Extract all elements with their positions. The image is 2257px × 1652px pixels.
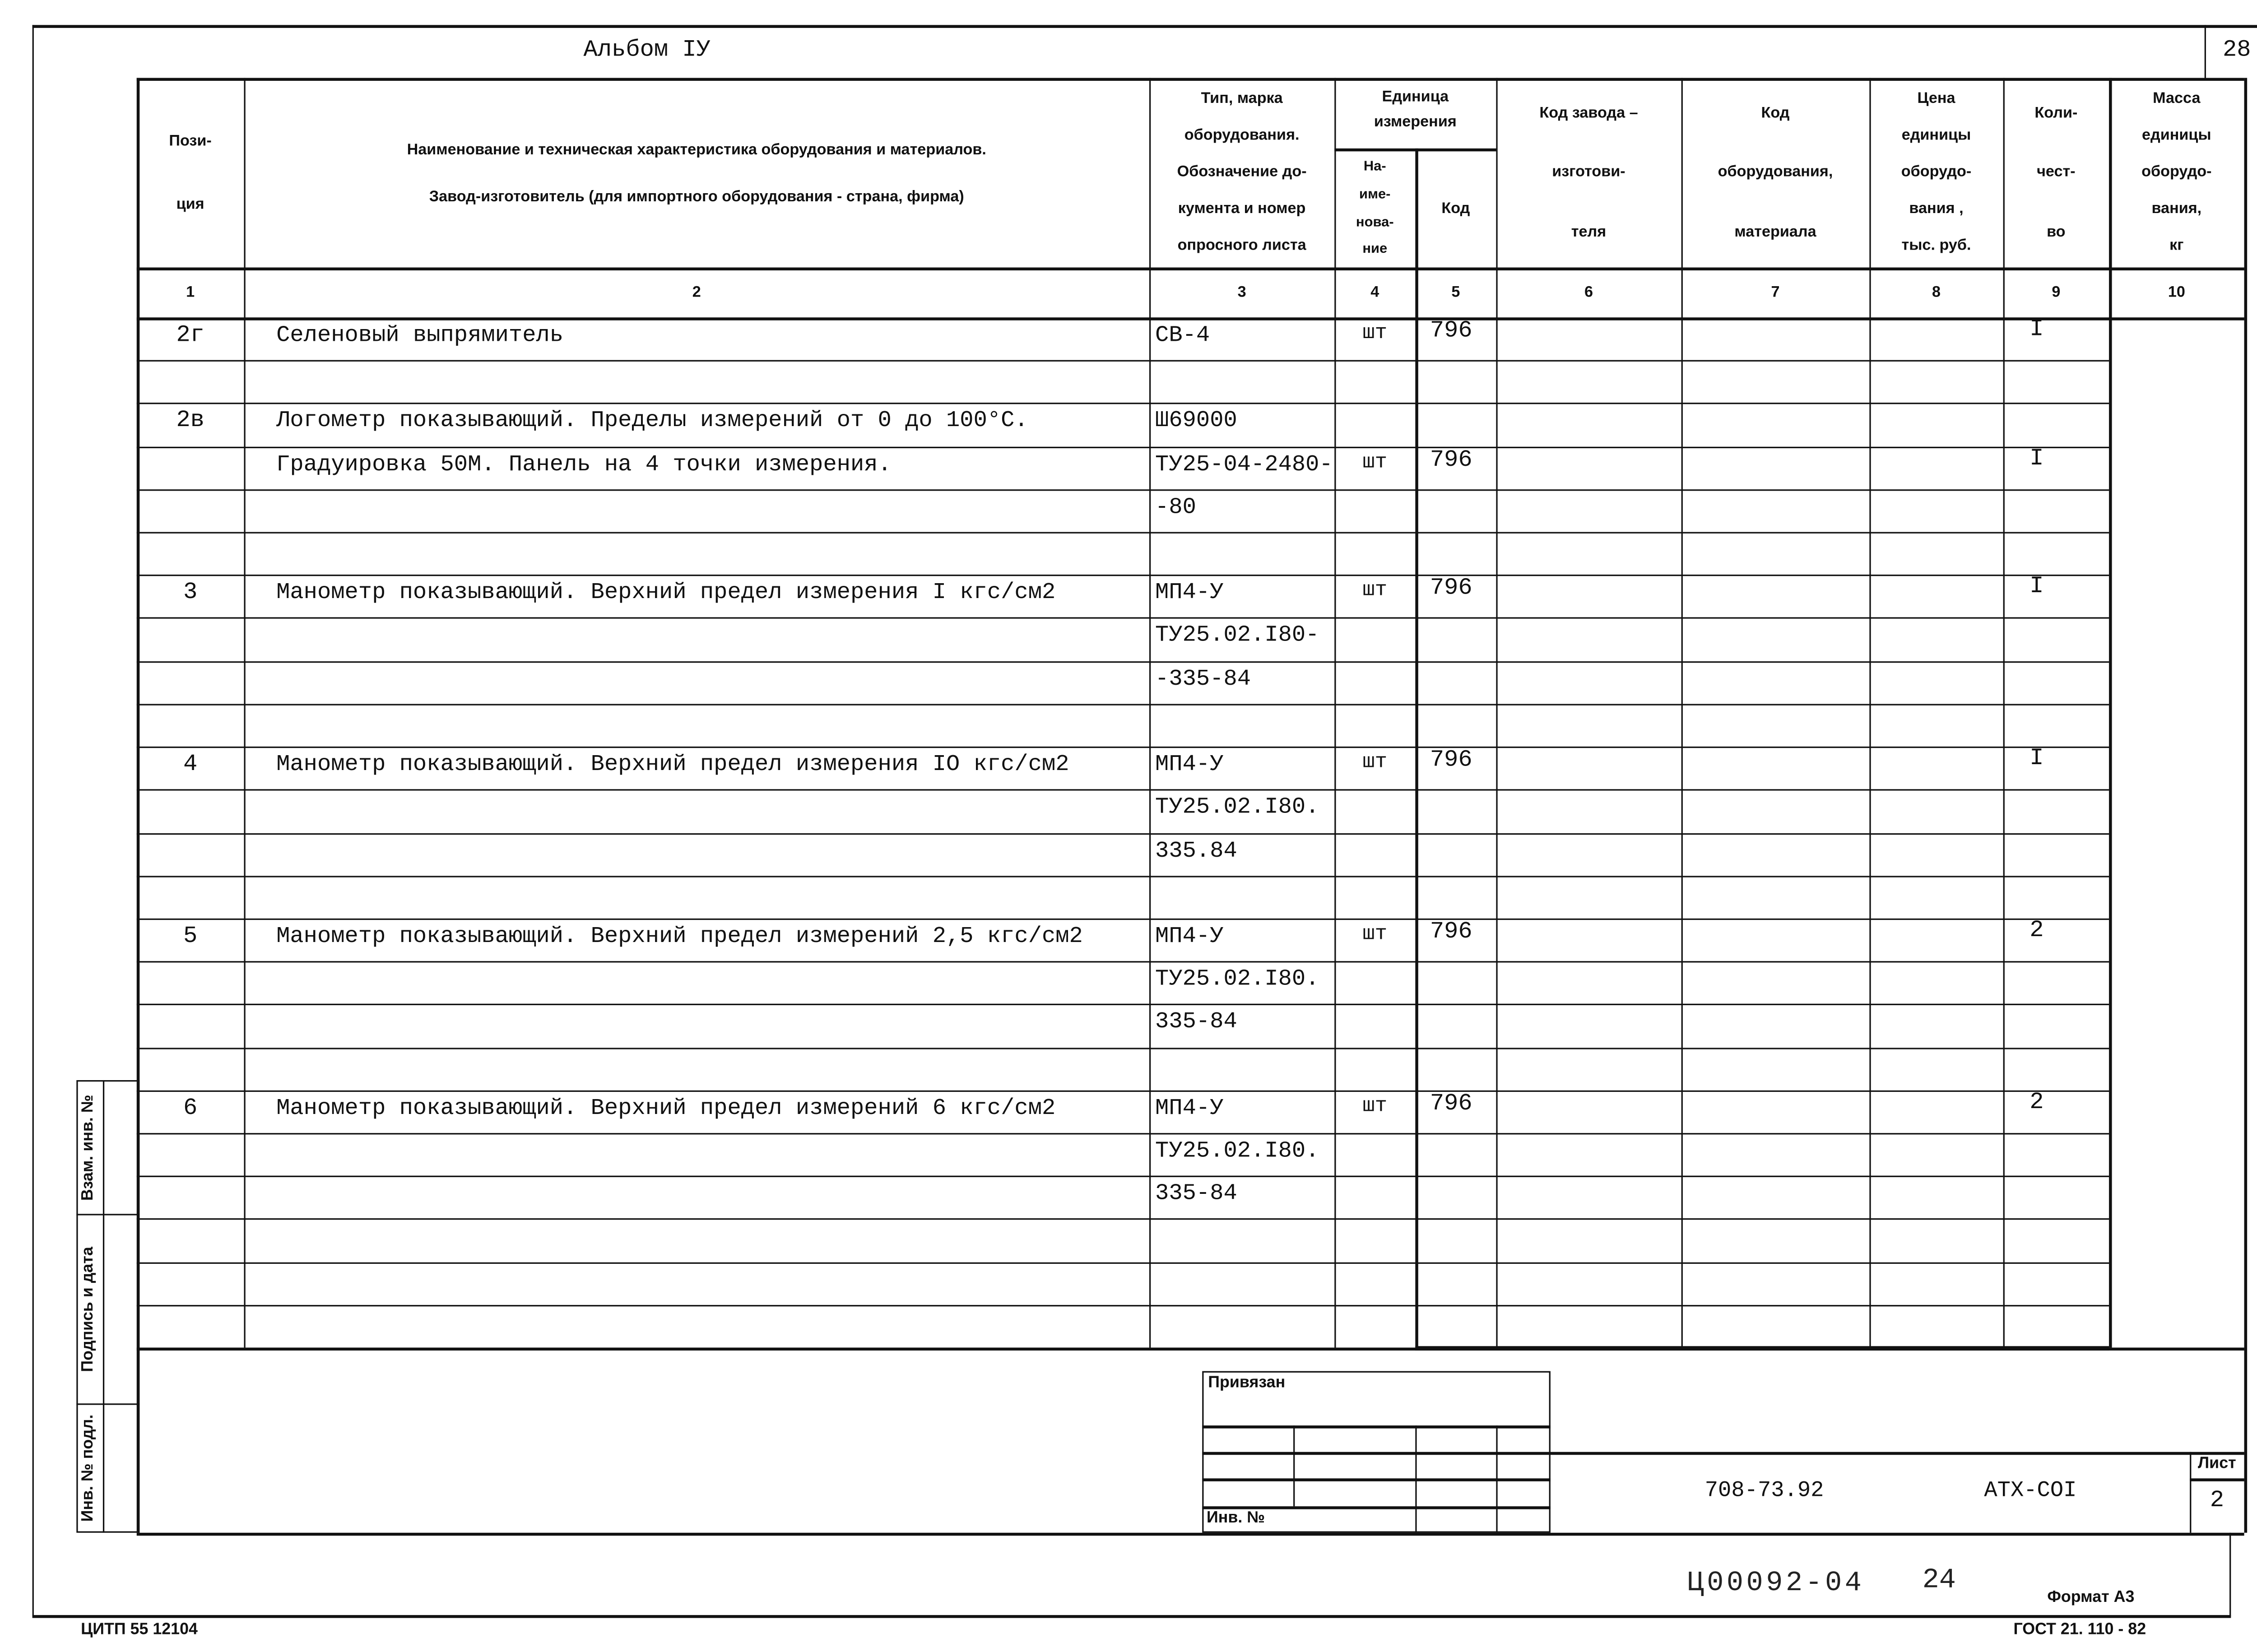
tb-col bbox=[1496, 1425, 1497, 1533]
unit-cell: шт bbox=[1362, 450, 1388, 474]
column-header-8: вания , bbox=[1909, 200, 1964, 218]
sheet-number: 2 bbox=[2210, 1487, 2224, 1514]
column-header-6: изготови- bbox=[1552, 163, 1625, 181]
unit-cell: шт bbox=[1362, 1094, 1388, 1118]
unit-code-cell: 796 bbox=[1430, 317, 1472, 344]
column-header-8: оборудо- bbox=[1901, 163, 1972, 181]
column-header-4: На- bbox=[1363, 158, 1386, 175]
unit-code-cell: 796 bbox=[1430, 446, 1472, 473]
column-header-6: Код завода – bbox=[1539, 104, 1638, 122]
name-cell: Селеновый выпрямитель bbox=[276, 322, 564, 348]
column-header-9: Коли- bbox=[2034, 104, 2078, 122]
type-cell: МП4-У bbox=[1155, 579, 1224, 606]
name-cell: Манометр показывающий. Верхний предел измерений 2,5 кгс/см2 bbox=[276, 923, 1083, 949]
sheet-bottom-line bbox=[137, 1533, 2244, 1536]
name-cell: Манометр показывающий. Верхний предел измерений 6 кгс/см2 bbox=[276, 1094, 1056, 1121]
column-header-3: Тип, марка bbox=[1201, 90, 1283, 108]
header-bottom-line bbox=[137, 268, 2244, 271]
unit-code-cell: 796 bbox=[1430, 918, 1472, 945]
column-header-10: вания, bbox=[2151, 200, 2202, 218]
table-row bbox=[137, 532, 2244, 575]
frame-right-lower bbox=[2229, 1533, 2231, 1617]
type-cell: -80 bbox=[1155, 493, 1196, 520]
table-row bbox=[137, 360, 2244, 403]
unit-code-cell: 796 bbox=[1430, 575, 1472, 602]
frame-left bbox=[33, 25, 34, 1616]
type-cell: -335-84 bbox=[1155, 665, 1251, 692]
column-number: 3 bbox=[1237, 283, 1246, 302]
table-row bbox=[137, 875, 2244, 918]
tb-col bbox=[1415, 1425, 1416, 1533]
doc-code: 708-73.92 bbox=[1704, 1478, 1824, 1504]
type-cell: МП4-У bbox=[1155, 751, 1224, 778]
unit-group-header: измерения bbox=[1374, 113, 1457, 131]
column-header-5: Код bbox=[1441, 199, 1470, 218]
position-cell: 6 bbox=[183, 1094, 198, 1121]
column-header-3: опросного листа bbox=[1177, 236, 1306, 254]
type-cell: ТУ25-04-2480- bbox=[1155, 450, 1333, 477]
linked-label: Привязан bbox=[1208, 1374, 1286, 1392]
column-number: 4 bbox=[1370, 283, 1379, 302]
name-cell: Градуировка 50М. Панель на 4 точки измерения. bbox=[276, 450, 892, 477]
unit-cell: шт bbox=[1362, 923, 1388, 947]
album-label: Альбом IУ bbox=[583, 37, 711, 63]
unit-group-header: Единица bbox=[1382, 88, 1449, 106]
tb-line bbox=[1202, 1452, 2244, 1455]
type-cell: ТУ25.02.I80. bbox=[1155, 965, 1319, 993]
unit-code-cell: 796 bbox=[1430, 1090, 1472, 1117]
quantity-cell: I bbox=[2029, 316, 2044, 343]
column-number: 10 bbox=[2168, 283, 2185, 302]
quantity-cell: I bbox=[2029, 745, 2044, 772]
type-cell: Ш69000 bbox=[1155, 408, 1237, 434]
column-header-10: Масса bbox=[2153, 90, 2201, 108]
unit-cell: шт bbox=[1362, 751, 1388, 775]
column-header-8: единицы bbox=[1901, 126, 1971, 144]
table-top-line bbox=[137, 78, 2244, 81]
column-number: 6 bbox=[1584, 283, 1593, 302]
column-header-8: тыс. руб. bbox=[1901, 236, 1971, 254]
column-header-3: кумента и номер bbox=[1178, 200, 1306, 218]
tb-line bbox=[1202, 1425, 1551, 1429]
column-header-1: ция bbox=[176, 195, 204, 213]
left-code: ЦИТП 55 12104 bbox=[81, 1621, 198, 1639]
type-cell: ТУ25.02.I80. bbox=[1155, 1137, 1319, 1164]
column-header-4: ние bbox=[1362, 241, 1388, 258]
column-header-7: материала bbox=[1734, 223, 1816, 241]
format-label: Формат А3 bbox=[2047, 1588, 2135, 1606]
column-header-10: оборудо- bbox=[2141, 163, 2212, 181]
quantity-cell: 2 bbox=[2029, 917, 2044, 943]
column-number: 2 bbox=[692, 283, 701, 302]
name-cell: Логометр показывающий. Пределы измерений от 0 до 100°С. bbox=[276, 408, 1028, 434]
type-cell: МП4-У bbox=[1155, 923, 1224, 949]
side-stamp-divider bbox=[103, 1080, 104, 1533]
unit-cell: шт bbox=[1362, 322, 1388, 346]
column-header-7: оборудования, bbox=[1718, 163, 1833, 181]
column-header-2: Наименование и техническая характеристика оборудования и материалов. bbox=[407, 140, 986, 158]
handwritten-code: Ц00092-04 bbox=[1687, 1566, 1865, 1599]
frame-bottom bbox=[33, 1615, 2231, 1618]
page-number: 28 bbox=[2205, 25, 2257, 78]
position-cell: 4 bbox=[183, 751, 198, 778]
sheet-box-line bbox=[2190, 1478, 2244, 1481]
column-header-9: чест- bbox=[2037, 163, 2076, 181]
column-header-8: Цена bbox=[1917, 90, 1955, 108]
column-header-10: кг bbox=[2169, 236, 2184, 254]
position-cell: 3 bbox=[183, 579, 198, 606]
table-row bbox=[137, 1219, 2244, 1262]
type-cell: 335-84 bbox=[1155, 1180, 1237, 1207]
position-cell: 2в bbox=[176, 408, 204, 434]
column-number: 5 bbox=[1451, 283, 1460, 302]
column-header-6: теля bbox=[1571, 223, 1607, 241]
column-header-7: Код bbox=[1761, 104, 1790, 122]
column-header-9: во bbox=[2047, 223, 2066, 241]
replaced-inv-label: Взам. инв. № bbox=[79, 1095, 97, 1201]
column-number: 9 bbox=[2052, 283, 2061, 302]
type-cell: 335.84 bbox=[1155, 837, 1237, 863]
column-header-4: нова- bbox=[1356, 213, 1394, 230]
column-number: 8 bbox=[1932, 283, 1941, 302]
frame-top bbox=[33, 25, 2257, 28]
column-number: 1 bbox=[186, 283, 195, 302]
column-header-3: оборудования. bbox=[1184, 126, 1300, 144]
column-header-3: Обозначение до- bbox=[1177, 163, 1307, 181]
quantity-cell: I bbox=[2029, 445, 2044, 471]
column-header-10: единицы bbox=[2142, 126, 2211, 144]
unit-cell: шт bbox=[1362, 579, 1388, 603]
column-header-4: име- bbox=[1359, 186, 1391, 203]
type-cell: ТУ25.02.I80- bbox=[1155, 622, 1319, 649]
tb-col bbox=[1293, 1425, 1295, 1506]
unit-code-cell: 796 bbox=[1430, 747, 1472, 773]
handwritten-number: 24 bbox=[1922, 1564, 1956, 1596]
column-header-1: Пози- bbox=[169, 131, 212, 149]
type-cell: СВ-4 bbox=[1155, 322, 1210, 348]
tb-line bbox=[1202, 1478, 1551, 1481]
type-cell: 335-84 bbox=[1155, 1008, 1237, 1035]
table-right-line bbox=[2244, 78, 2247, 1533]
type-cell: МП4-У bbox=[1155, 1094, 1224, 1121]
quantity-cell: 2 bbox=[2029, 1088, 2044, 1115]
table-row bbox=[137, 1047, 2244, 1090]
name-cell: Манометр показывающий. Верхний предел измерения IO кгс/см2 bbox=[276, 751, 1069, 778]
orig-inv-label: Инв. № подл. bbox=[79, 1414, 97, 1522]
position-cell: 2г bbox=[176, 322, 204, 348]
table-row bbox=[137, 1304, 2244, 1347]
doc-mark: АТХ-СОI bbox=[1984, 1478, 2077, 1504]
table-row bbox=[137, 1262, 2244, 1304]
table-row bbox=[137, 704, 2244, 747]
column-number: 7 bbox=[1771, 283, 1780, 302]
inv-no-label: Инв. № bbox=[1207, 1509, 1265, 1527]
position-cell: 5 bbox=[183, 923, 198, 949]
sheet-label: Лист bbox=[2198, 1455, 2236, 1473]
quantity-cell: I bbox=[2029, 573, 2044, 600]
standard-label: ГОСТ 21. 110 - 82 bbox=[2013, 1621, 2146, 1639]
type-cell: ТУ25.02.I80. bbox=[1155, 794, 1319, 821]
signature-date-label: Подпись и дата bbox=[79, 1247, 97, 1372]
name-cell: Манометр показывающий. Верхний предел измерения I кгс/см2 bbox=[276, 579, 1056, 606]
column-header-2: Завод-изготовитель (для импортного оборудования - страна, фирма) bbox=[429, 187, 964, 205]
